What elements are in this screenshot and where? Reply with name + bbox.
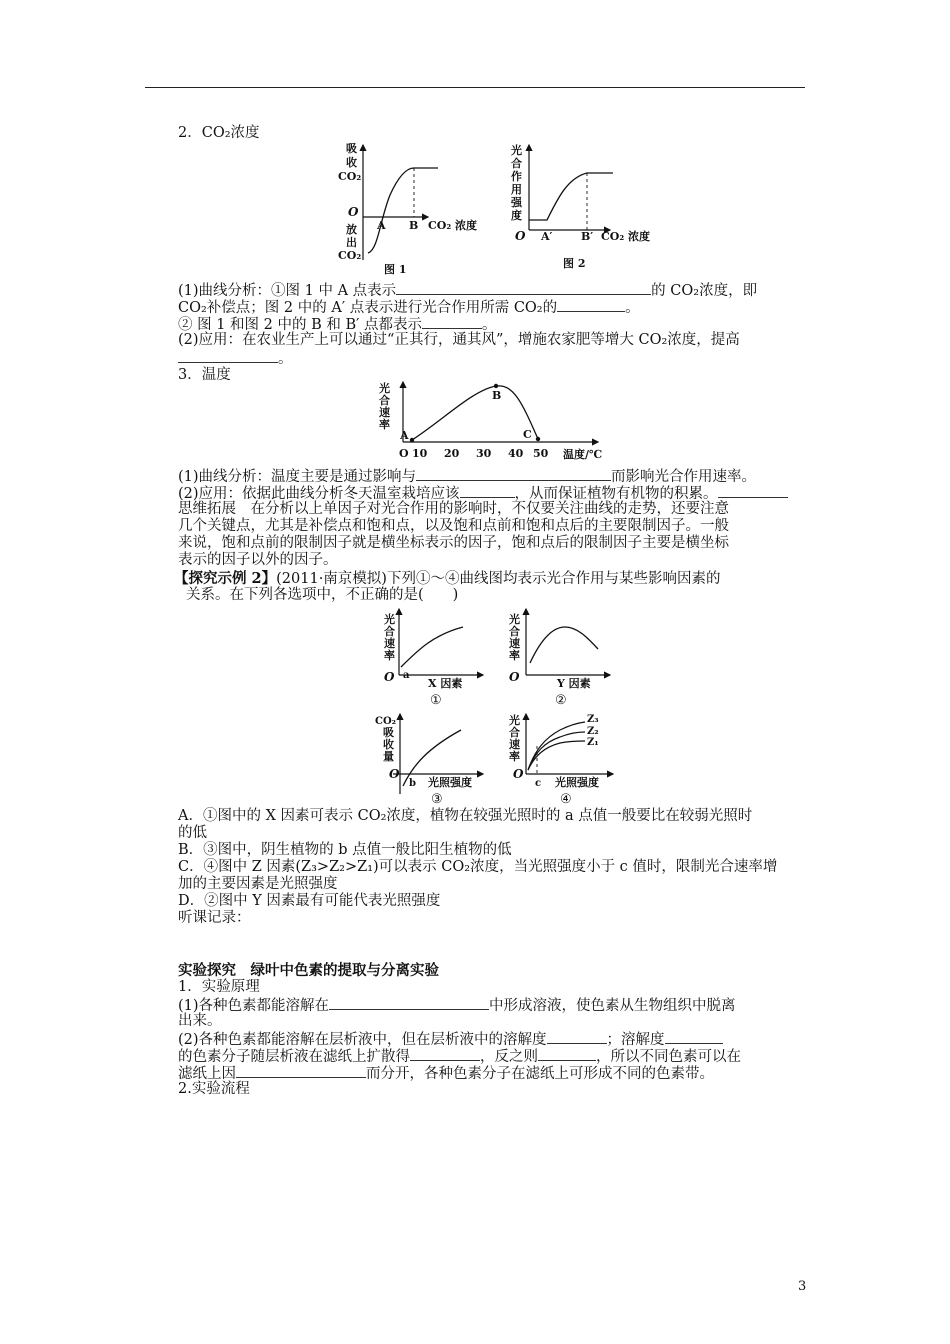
svg-text:合: 合 (384, 625, 395, 638)
fig1-point-b: B (409, 219, 419, 232)
tick-20: 20 (444, 447, 460, 460)
svg-text:速: 速 (384, 637, 395, 650)
svg-text:O: O (384, 670, 395, 684)
fig1-curve (368, 168, 438, 253)
think-4: 表示的因子以外的因子。 (178, 552, 338, 568)
exp-principle-3: 的色素分子随层析液在滤纸上扩散得 ，反之则 ，所以不同色素可以在 (178, 1049, 741, 1065)
svg-text:率: 率 (509, 649, 520, 662)
svg-text:率: 率 (384, 649, 395, 662)
svg-text:光照强度: 光照强度 (555, 776, 599, 789)
fig2-ylabel-5: 强 (511, 196, 522, 209)
fig2-curve (529, 173, 613, 220)
fig2-origin: O (515, 229, 526, 243)
experiment-title: 实验探究 绿叶中色素的提取与分离实验 (178, 962, 439, 979)
co2-heading: 2．CO₂浓度 (178, 125, 260, 141)
svg-text:光: 光 (384, 613, 395, 626)
option-d: D．②图中 Y 因素最有可能代表光照强度 (178, 893, 441, 909)
svg-text:率: 率 (509, 750, 520, 763)
temp-curve (412, 386, 538, 440)
co2-figure-2 (505, 140, 670, 275)
fig2-ylabel-1: 光 (511, 144, 522, 157)
fig2-caption: 图 2 (563, 257, 586, 270)
fig2-ylabel-3: 作 (511, 170, 522, 183)
svg-text:CO₂: CO₂ (375, 716, 397, 727)
option-b: B．③图中，阴生植物的 b 点值一般比阳生植物的低 (178, 842, 512, 858)
temp-xlabel: 温度/℃ (563, 448, 603, 461)
header-rule (145, 87, 805, 88)
fig1-ylabel-3: CO₂ (338, 170, 362, 183)
svg-text:合: 合 (509, 625, 520, 638)
svg-text:a: a (403, 670, 410, 681)
svg-text:收: 收 (383, 738, 394, 751)
option-a-1: A．①图中的 X 因素可表示 CO₂浓度，植物在较强光照时的 a 点值一般要比在较弱光照时 (178, 808, 753, 824)
fig1-origin: O (348, 205, 359, 219)
think-2: 几个关键点，尤其是补偿点和饱和点，以及饱和点前和饱和点后的主要限制因子。一般 (178, 518, 729, 534)
svg-text:A: A (400, 429, 409, 442)
example-graph-4 (505, 710, 620, 807)
svg-text:合: 合 (379, 394, 390, 407)
fig1-ylabel-1: 吸 (346, 142, 357, 155)
svg-text:O: O (513, 767, 524, 781)
svg-text:光: 光 (509, 613, 520, 626)
fig1-ylabel-4: 放 (346, 223, 357, 236)
fig1-ylabel-6: CO₂ (338, 249, 362, 262)
exp-principle-1b: 出来。 (178, 1013, 222, 1029)
co2-analysis-2: CO₂补偿点；图 2 中的 A′ 点表示进行光合作用所需 CO₂的 。 (178, 300, 640, 316)
example-graph-1 (378, 605, 488, 707)
temp-application: (2)应用：依据此曲线分析冬天温室栽培应该 ，从而保证植物有机物的积累。 (178, 484, 788, 503)
tick-10: 10 (412, 447, 428, 460)
svg-text:光: 光 (379, 382, 390, 395)
example-graph-3 (373, 710, 488, 807)
fig1-xlabel: CO₂ 浓度 (428, 219, 477, 232)
fig1-ylabel-2: 收 (346, 156, 357, 169)
exp-heading-1: 1．实验原理 (178, 979, 260, 995)
exp-principle-2: (2)各种色素都能溶解在层析液中，但在层析液中的溶解度 ；溶解度 (178, 1030, 723, 1049)
example-line-1: 【探究示例 2】(2011·南京模拟)下列①～④曲线图均表示光合作用与某些影响因素的 (174, 570, 721, 587)
tick-40: 40 (508, 447, 524, 460)
svg-text:c: c (535, 778, 542, 789)
temperature-chart (373, 380, 608, 465)
svg-text:C: C (523, 428, 532, 441)
svg-text:X 因素: X 因素 (428, 677, 463, 690)
svg-text:①: ① (430, 693, 442, 707)
fig2-ylabel-4: 用 (511, 183, 522, 196)
co2-figure-1 (328, 140, 488, 275)
option-a-2: 的低 (178, 825, 207, 841)
co2-analysis-3: ② 图 1 和图 2 中的 B 和 B′ 点都表示 。 (178, 317, 497, 333)
fig1-caption: 图 1 (384, 263, 407, 275)
tick-50: 50 (533, 447, 549, 460)
svg-text:光照强度: 光照强度 (428, 776, 472, 789)
temp-analysis: (1)曲线分析：温度主要是通过影响与 而影响光合作用速率。 (178, 469, 757, 485)
svg-text:率: 率 (379, 418, 390, 431)
page-number: 3 (798, 1279, 807, 1294)
fig2-ylabel-2: 合 (511, 157, 522, 170)
svg-text:O: O (509, 670, 520, 684)
exp-heading-2: 2.实验流程 (178, 1081, 250, 1097)
example-graph-2 (505, 605, 615, 707)
svg-text:③: ③ (431, 792, 443, 807)
svg-text:O: O (389, 767, 400, 781)
think-3: 来说，饱和点前的限制因子就是横坐标表示的因子，饱和点后的限制因子主要是横坐标 (178, 535, 729, 551)
co2-analysis-1: (1)曲线分析：①图 1 中 A 点表示 的 CO₂浓度，即 (178, 283, 758, 299)
co2-application-2: 。 (178, 349, 293, 368)
temp-heading: 3．温度 (178, 367, 231, 383)
fig1-ylabel-5: 出 (346, 236, 357, 249)
fig2-point-b: B′ (581, 230, 594, 243)
svg-text:Z₃: Z₃ (587, 714, 599, 725)
svg-text:b: b (409, 778, 416, 789)
svg-text:Z₂: Z₂ (587, 726, 599, 737)
fig1-point-a: A (377, 219, 386, 232)
fig2-xlabel: CO₂ 浓度 (601, 230, 650, 243)
svg-text:B: B (492, 389, 502, 402)
option-c-2: 加的主要因素是光照强度 (178, 876, 338, 892)
exp-principle-1: (1)各种色素都能溶解在 中形成溶液，使色素从生物组织中脱离 (178, 998, 736, 1014)
tick-30: 30 (476, 447, 492, 460)
fig2-ylabel-6: 度 (511, 209, 522, 222)
svg-text:②: ② (555, 693, 567, 707)
svg-text:O: O (399, 447, 409, 460)
notes-label: 听课记录： (178, 910, 251, 926)
svg-text:速: 速 (379, 406, 390, 419)
example-line-2: 关系。在下列各选项中，不正确的是( ) (186, 587, 459, 603)
svg-text:光: 光 (509, 714, 520, 727)
svg-text:合: 合 (509, 726, 520, 739)
fig2-point-a: A′ (541, 230, 553, 243)
temp-point-b (494, 384, 498, 388)
think-1: 思维拓展 在分析以上单因子对光合作用的影响时，不仅要关注曲线的走势，还要注意 (178, 501, 729, 517)
svg-text:速: 速 (509, 637, 520, 650)
exp-principle-4: 滤纸上因 而分开，各种色素分子在滤纸上可形成不同的色素带。 (178, 1066, 714, 1082)
svg-text:④: ④ (560, 792, 572, 807)
svg-text:量: 量 (383, 750, 394, 763)
option-c-1: C．④图中 Z 因素(Z₃>Z₂>Z₁)可以表示 CO₂浓度，当光照强度小于 c 值时，限制光合速率增 (178, 859, 778, 875)
svg-text:速: 速 (509, 738, 520, 751)
co2-application: (2)应用：在农业生产上可以通过“正其行，通其风”，增施农家肥等增大 CO₂浓度，提高 (178, 332, 740, 348)
svg-text:吸: 吸 (383, 726, 394, 739)
temp-point-a (410, 438, 414, 442)
svg-text:Z₁: Z₁ (587, 737, 599, 748)
temp-point-c (536, 437, 540, 441)
svg-text:Y 因素: Y 因素 (557, 677, 591, 690)
